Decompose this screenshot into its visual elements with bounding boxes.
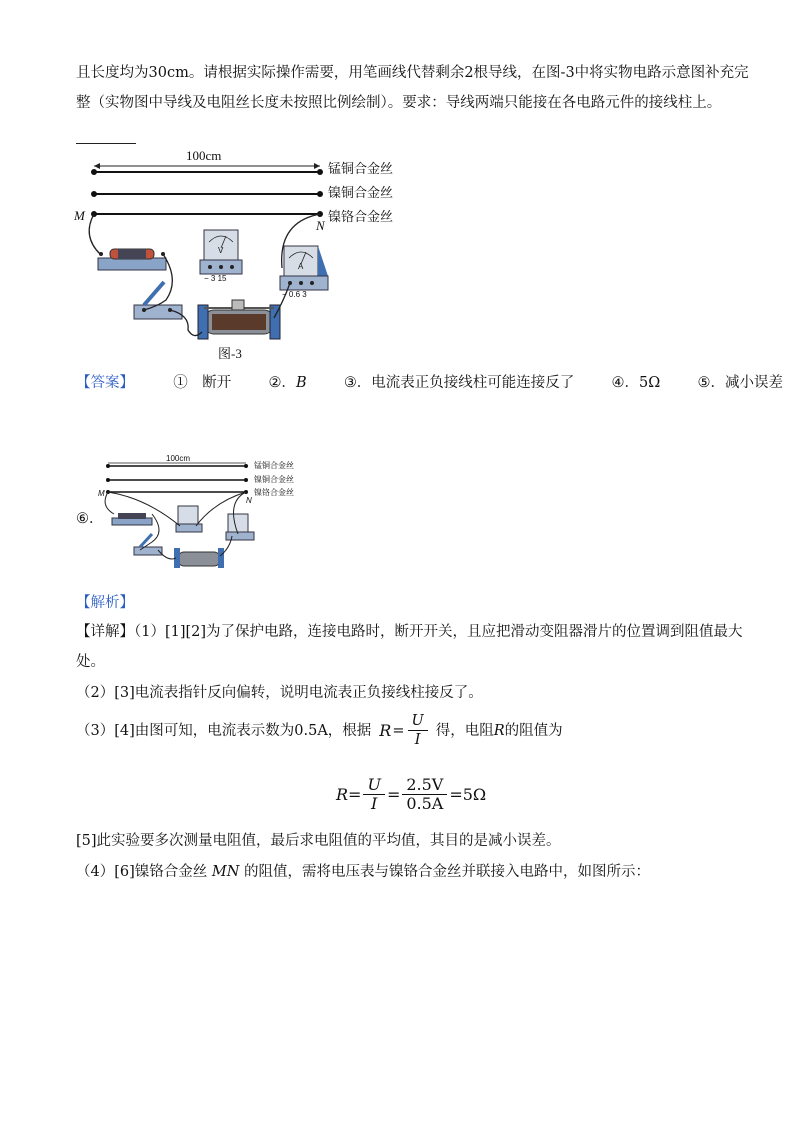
- analysis-p5: [5]此实验要多次测量电阻值，最后求电阻值的平均值，其目的是减小误差。: [76, 833, 561, 849]
- answer-1: ① 断开: [173, 375, 232, 391]
- analysis-p6: [76, 861, 650, 883]
- figure-3: [70, 148, 430, 361]
- wire-m-to-battery: [89, 214, 100, 254]
- question-line-2: 整（实物图中导线及电阻丝长度未按照比例绘制）。要求：导线两端只能接在各电路元件的接线柱上。: [76, 95, 722, 111]
- figure-answer-n-label: N: [246, 496, 252, 505]
- question-line-1: 且长度均为30cm。请根据实际操作需要，用笔画线代替剩余2根导线，在图-3中将实物电路示意图补充完: [76, 65, 749, 81]
- figure-3-wire1-label: 锰铜合金丝: [328, 161, 394, 176]
- eq-u: U: [363, 776, 384, 795]
- analysis-p3-post-b: 的阻值为: [504, 722, 563, 739]
- eq-sign-2: =: [386, 785, 401, 804]
- answer-line: [76, 372, 783, 394]
- answer-3: ③．电流表正负接线柱可能连接反了: [343, 375, 575, 391]
- analysis-p6-mn: MN: [211, 864, 240, 880]
- analysis-p3-post-a: 得，电阻: [435, 722, 494, 739]
- figure-answer-wire2-label: 镍铜合金丝: [254, 475, 294, 484]
- figure-3-m-label: M: [74, 208, 85, 223]
- figure-answer-wire1-label: 锰铜合金丝: [254, 461, 294, 470]
- formula-u: U: [408, 712, 428, 731]
- analysis-p1: [76, 621, 743, 643]
- eq-fraction-values: [402, 776, 447, 813]
- figure-answer-6: [96, 452, 336, 577]
- figure-3-wire3-label: 镍铬合金丝: [328, 209, 394, 224]
- ammeter-label: A: [298, 262, 304, 271]
- analysis-p3-pre: （3）[4]由图可知，电流表示数为0.5A，根据: [76, 722, 372, 739]
- figure-answer-6-diagram: [96, 452, 336, 577]
- figure-3-n-label: N: [316, 218, 325, 233]
- figure-3-diagram: [70, 150, 430, 355]
- voltmeter-ticks: − 3 15: [204, 274, 227, 283]
- figure-answer-length-label: 100cm: [166, 454, 191, 463]
- ammeter: [280, 246, 328, 290]
- figure-3-length-label: 100cm: [186, 148, 222, 163]
- answer-2-value: B: [295, 375, 307, 391]
- detail-tag: 【详解】: [76, 624, 134, 640]
- answer-5: ⑤．减小误差: [697, 375, 783, 391]
- resistance-equation: [336, 776, 486, 813]
- analysis-p1-text: （1）[1][2]为了保护电路，连接电路时，断开开关，且应把滑动变阻器滑片的位置调到阻值最大: [134, 624, 743, 640]
- figure-3-caption: 图-3: [218, 346, 242, 361]
- answer-blank: [76, 143, 136, 144]
- rheostat: [198, 300, 280, 339]
- formula-fraction: [408, 712, 428, 749]
- figure-answer-wire3-label: 镍铬合金丝: [254, 488, 294, 497]
- formula-eq: =: [392, 722, 405, 739]
- eq-result: =5Ω: [449, 785, 487, 804]
- analysis-p6-post: 的阻值，需将电压表与镍铬合金丝并联接入电路中，如图所示：: [244, 864, 651, 880]
- analysis-p3: [76, 712, 563, 749]
- figure-3-wire2-label: 镍铜合金丝: [328, 185, 394, 200]
- eq-i: I: [371, 794, 378, 813]
- answer-2-num: ②．: [268, 375, 296, 391]
- eq-current: 0.5A: [406, 794, 444, 813]
- analysis-p3-r: R: [493, 722, 505, 739]
- analysis-p6-pre: （4）[6]镍铬合金丝: [76, 864, 208, 880]
- figure-answer-m-label: M: [98, 489, 105, 498]
- eq-fraction-ui: [363, 776, 384, 813]
- switch: [134, 282, 182, 319]
- eq-voltage: 2.5V: [402, 776, 447, 795]
- analysis-tag: 【解析】: [76, 595, 134, 611]
- battery: [98, 249, 166, 270]
- answer-tag: 【答案】: [76, 375, 134, 391]
- eq-r: R: [336, 785, 349, 804]
- analysis-p2: （2）[3]电流表指针反向偏转，说明电流表正负接线柱接反了。: [76, 685, 483, 701]
- formula-i: I: [414, 732, 421, 748]
- voltmeter-label: V: [218, 246, 224, 255]
- eq-sign-1: =: [348, 785, 362, 804]
- ammeter-ticks: − 0.6 3: [282, 290, 307, 299]
- formula-r: R: [379, 720, 392, 740]
- analysis-p1b: 处。: [76, 654, 105, 670]
- answer-6-label: ⑥．: [76, 511, 104, 527]
- answer-4: ④．5Ω: [611, 375, 661, 391]
